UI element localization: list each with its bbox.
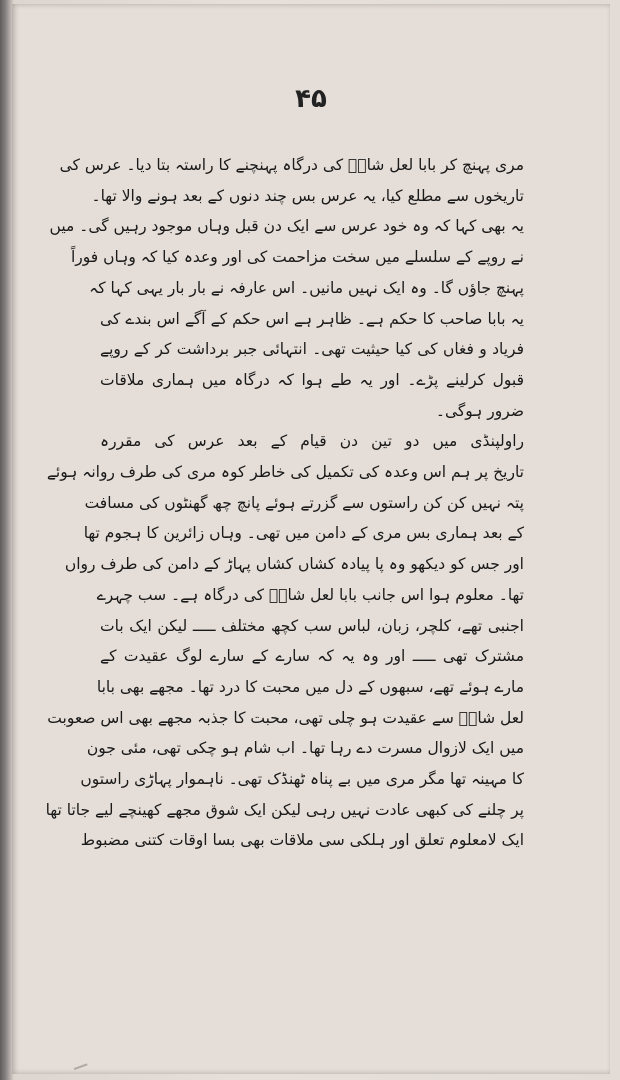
- text-line: تاریخ پر ہم اس وعدہ کی تکمیل کی خاطر کوہ مری کی طرف روانہ ہوئے: [46, 463, 524, 482]
- text-line: مری پہنچ کر بابا لعل شاہؒ کی درگاہ پہنچنے کا راستہ بتا دیا۔ عرس کی: [59, 156, 524, 174]
- text-line: پہنچ جاؤں گا۔ وہ ایک نہیں مانیں۔ اس عارفہ نے بار بار یہی کہا کہ: [89, 278, 524, 297]
- text-line: میں ایک لازوال مسرت دے رہا تھا۔ اب شام ہو چکی تھی، مئی جون: [86, 739, 524, 758]
- text-line: فریاد و فغاں کی کیا حیثیت تھی۔ انتہائی جبر برداشت کر کے روپے: [100, 340, 524, 359]
- text-line: ضرور ہوگی۔: [435, 401, 524, 420]
- book-page: [12, 4, 610, 1074]
- text-line: قبول کرلینے پڑے۔ اور یہ طے ہوا کہ درگاہ میں ہماری ملاقات: [100, 370, 524, 389]
- text-line: پر چلنے کی کبھی عادت نہیں رہی لیکن ایک شوق مجھے کھینچے لیے جاتا تھا: [45, 800, 524, 819]
- text-line: اور جس کو دیکھو وہ پا پیادہ کشاں کشاں پہاڑ کے دامن کی طرف رواں: [64, 555, 524, 574]
- text-line: کا مہینہ تھا مگر مری میں بے پناہ ٹھنڈک تھی۔ ناہموار پہاڑی راستوں: [80, 770, 524, 789]
- text-line: پتہ نہیں کن کن راستوں سے گزرتے ہوئے پانچ چھ گھنٹوں کی مسافت: [84, 493, 524, 512]
- text-line: اجنبی تھے، کلچر، زبان، لباس سب کچھ مختلف ـــــ لیکن ایک بات: [100, 616, 524, 635]
- text-line: ایک لامعلوم تعلق اور ہلکی سی ملاقات بھی بسا اوقات کتنی مضبوط: [80, 831, 524, 850]
- text-line: لعل شاہؒ سے عقیدت ہو چلی تھی، محبت کا جذبہ مجھے بھی اس صعوبت: [47, 708, 524, 727]
- text-line: تھا۔ معلوم ہوا اس جانب بابا لعل شاہؒ کی درگاہ ہے۔ سب چہرے: [96, 585, 524, 604]
- text-line: نے روپے کے سلسلے میں سخت مزاحمت کی اور وعدہ کیا کہ وہاں فوراً: [71, 248, 524, 267]
- text-line: تاریخوں سے مطلع کیا، یہ عرس بس چند دنوں کے بعد ہونے والا تھا۔: [91, 186, 524, 205]
- text-line: مارے ہوئے تھے، سبھوں کے دل میں محبت کا درد تھا۔ مجھے بھی بابا: [96, 677, 524, 696]
- page-number: ۴۵: [295, 84, 327, 114]
- page-text: [45, 150, 524, 856]
- paragraph-2: [45, 426, 524, 856]
- text-line: مشترک تھی ـــــ اور وہ یہ کہ سارے کے سارے لوگ عقیدت کے: [100, 647, 524, 666]
- text-line: یہ بھی کہا کہ وہ خود عرس سے ایک دن قبل وہاں موجود رہیں گی۔ میں: [49, 217, 524, 236]
- text-line: کے بعد ہماری بس مری کے دامن میں تھی۔ وہاں زائرین کا ہجوم تھا: [83, 524, 524, 543]
- text-line: راولپنڈی میں دو تین دن قیام کے بعد عرس کی مقررہ: [100, 432, 524, 451]
- paragraph-1: [49, 150, 524, 426]
- page-corner-mark: [70, 1054, 87, 1070]
- text-line: یہ بابا صاحب کا حکم ہے۔ ظاہر ہے اس حکم کے آگے اس بندے کی: [100, 309, 524, 328]
